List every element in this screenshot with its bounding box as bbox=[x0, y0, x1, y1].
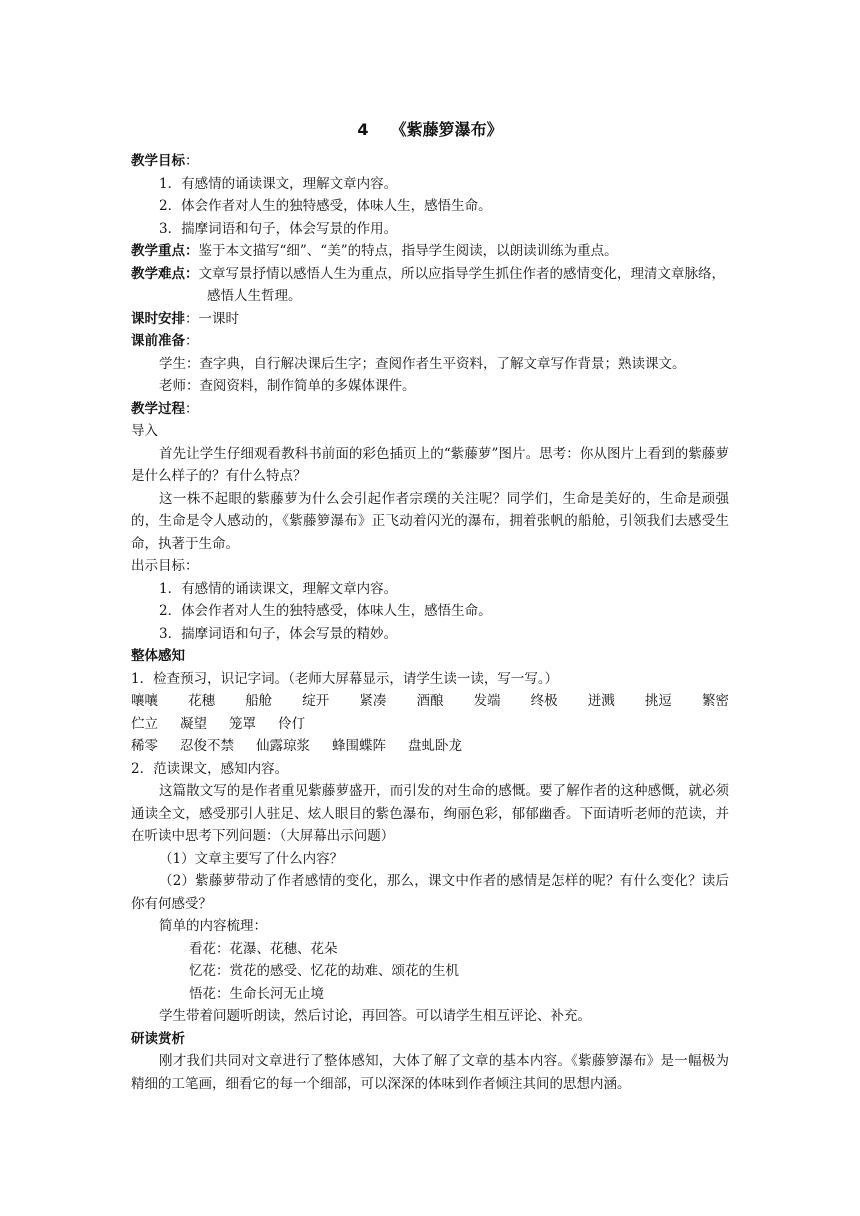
summary-item: 忆花：赏花的感受、忆花的劫难、颂花的生机 bbox=[189, 963, 459, 979]
focus-line bbox=[131, 240, 729, 263]
page-title bbox=[131, 117, 729, 143]
question-2: （2）紫藤萝带动了作者感情的变化，那么，课文中作者的感情是怎样的呢？有什么变化？读后你有何感受？ bbox=[131, 873, 729, 912]
lesson-number: 4 bbox=[357, 120, 369, 139]
process-heading-line bbox=[131, 398, 729, 421]
vocab-row bbox=[131, 713, 729, 736]
vocab-word: 伫立 bbox=[131, 715, 158, 732]
vocab-word: 紧凑 bbox=[359, 693, 387, 709]
overall-step2: 2．范读课文，感知内容。 bbox=[131, 760, 289, 777]
show-goals-label: 出示目标： bbox=[131, 558, 199, 574]
focus-heading: 教学重点： bbox=[131, 243, 199, 259]
vocab-word: 船舱 bbox=[245, 693, 273, 709]
overall-heading: 整体感知 bbox=[131, 648, 185, 664]
vocab-word: 酒酿 bbox=[416, 693, 444, 709]
lesson-plan-page bbox=[131, 117, 729, 1095]
vocab-word: 嚷嚷 bbox=[131, 693, 158, 709]
summary-item: 看花：花瀑、花穗、花朵 bbox=[189, 940, 338, 957]
summary-label: 简单的内容梳理： bbox=[159, 918, 267, 934]
overall-paragraph: 这篇散文写的是作者重见紫藤萝盛开，而引发的对生命的感慨。要了解作者的这种感慨，就必须通读全文，感受那引人驻足、炫人眼目的紫色瀑布，绚丽色彩，郁郁幽香。下面请听老师的范读，并在听读中思考下列问题：（大屏幕出示问题） bbox=[131, 783, 729, 844]
goals-colon: ： bbox=[185, 153, 199, 169]
goals-heading: 教学目标 bbox=[131, 153, 185, 169]
question-1: （1）文章主要写了什么内容？ bbox=[159, 850, 344, 867]
shown-goal-item: 3．揣摩词语和句子，体会写景的精妙。 bbox=[159, 625, 398, 642]
goals-heading-line bbox=[131, 150, 729, 173]
goal-item: 1．有感情的诵读课文，理解文章内容。 bbox=[159, 175, 398, 192]
difficulty-heading: 教学难点： bbox=[131, 265, 199, 282]
lesson-title: 《紫藤箩瀑布》 bbox=[390, 120, 503, 139]
focus-text: 鉴于本文描写“细”、“美”的特点，指导学生阅读，以朗读训练为重点。 bbox=[198, 243, 618, 259]
vocab-word: 笼罩 bbox=[229, 715, 256, 732]
vocab-word: 仙露琼浆 bbox=[256, 738, 310, 754]
appreciation-heading: 研读赏析 bbox=[131, 1030, 185, 1047]
vocab-word: 盘虬卧龙 bbox=[408, 738, 462, 754]
schedule-text: 一课时 bbox=[198, 310, 239, 327]
shown-goal-item: 1．有感情的诵读课文，理解文章内容。 bbox=[159, 580, 398, 597]
prep-heading: 课前准备 bbox=[131, 333, 185, 349]
difficulty-text: 文章写景抒情以感悟人生为重点，所以应指导学生抓住作者的感情变化，理清文章脉络，感悟人生哲理。 bbox=[198, 265, 725, 304]
vocab-word: 发端 bbox=[473, 693, 501, 709]
overall-step1: 1．检查预习，识记字词。（老师大屏幕显示，请学生读一读，写一写。） bbox=[131, 670, 559, 687]
schedule-colon: ： bbox=[185, 310, 199, 327]
vocab-word: 迸溅 bbox=[587, 693, 615, 709]
difficulty-line bbox=[131, 263, 729, 308]
goal-item: 2．体会作者对人生的独特感受，体味人生，感悟生命。 bbox=[159, 198, 492, 214]
vocab-word: 稀零 bbox=[131, 738, 158, 754]
prep-student: 学生：查字典，自行解决课后生字；查阅作者生平资料，了解文章写作背景；熟读课文。 bbox=[159, 355, 686, 372]
vocab-row bbox=[131, 690, 729, 713]
prep-heading-line bbox=[131, 330, 729, 353]
vocab-word: 挑逗 bbox=[644, 693, 672, 709]
vocab-word: 花穗 bbox=[188, 693, 216, 709]
prep-teacher: 老师：查阅资料，制作简单的多媒体课件。 bbox=[159, 378, 416, 394]
vocab-word: 伶仃 bbox=[278, 715, 305, 732]
schedule-line bbox=[131, 308, 729, 331]
schedule-heading: 课时安排 bbox=[131, 310, 185, 327]
prep-colon: ： bbox=[185, 333, 199, 349]
process-heading: 教学过程 bbox=[131, 400, 185, 417]
intro-paragraph: 首先让学生仔细观看教科书前面的彩色插页上的“紫藤萝”图片。思考：你从图片上看到的紫藤萝是什么样子的？有什么特点？ bbox=[131, 445, 729, 484]
intro-paragraph: 这一株不起眼的紫藤萝为什么会引起作者宗璞的关注呢？同学们，生命是美好的，生命是顽强的，生命是令人感动的，《紫藤箩瀑布》正飞动着闪光的瀑布，拥着张帆的船舱，引领我们去感受生命，执著于生命。 bbox=[131, 490, 729, 552]
intro-label: 导入 bbox=[131, 423, 158, 439]
vocab-word: 绽开 bbox=[302, 693, 330, 709]
vocab-row bbox=[131, 735, 729, 758]
overall-closing: 学生带着问题听朗读，然后讨论，再回答。可以请学生相互评论、补充。 bbox=[159, 1008, 591, 1024]
goal-item: 3．揣摩词语和句子，体会写景的作用。 bbox=[159, 220, 398, 237]
summary-item: 悟花：生命长河无止境 bbox=[189, 985, 324, 1002]
process-colon: ： bbox=[185, 400, 199, 417]
vocab-word: 忍俊不禁 bbox=[180, 738, 234, 754]
vocab-word: 终极 bbox=[530, 693, 558, 709]
vocab-word: 蜂围蝶阵 bbox=[332, 738, 386, 754]
appreciation-paragraph: 刚才我们共同对文章进行了整体感知，大体了解了文章的基本内容。《紫藤箩瀑布》是一幅极为精细的工笔画，细看它的每一个细部，可以深深的体味到作者倾注其间的思想内涵。 bbox=[131, 1053, 729, 1092]
vocab-word: 繁密 bbox=[701, 693, 729, 709]
vocab-word: 凝望 bbox=[180, 715, 207, 732]
shown-goal-item: 2．体会作者对人生的独特感受，体味人生，感悟生命。 bbox=[159, 603, 492, 619]
